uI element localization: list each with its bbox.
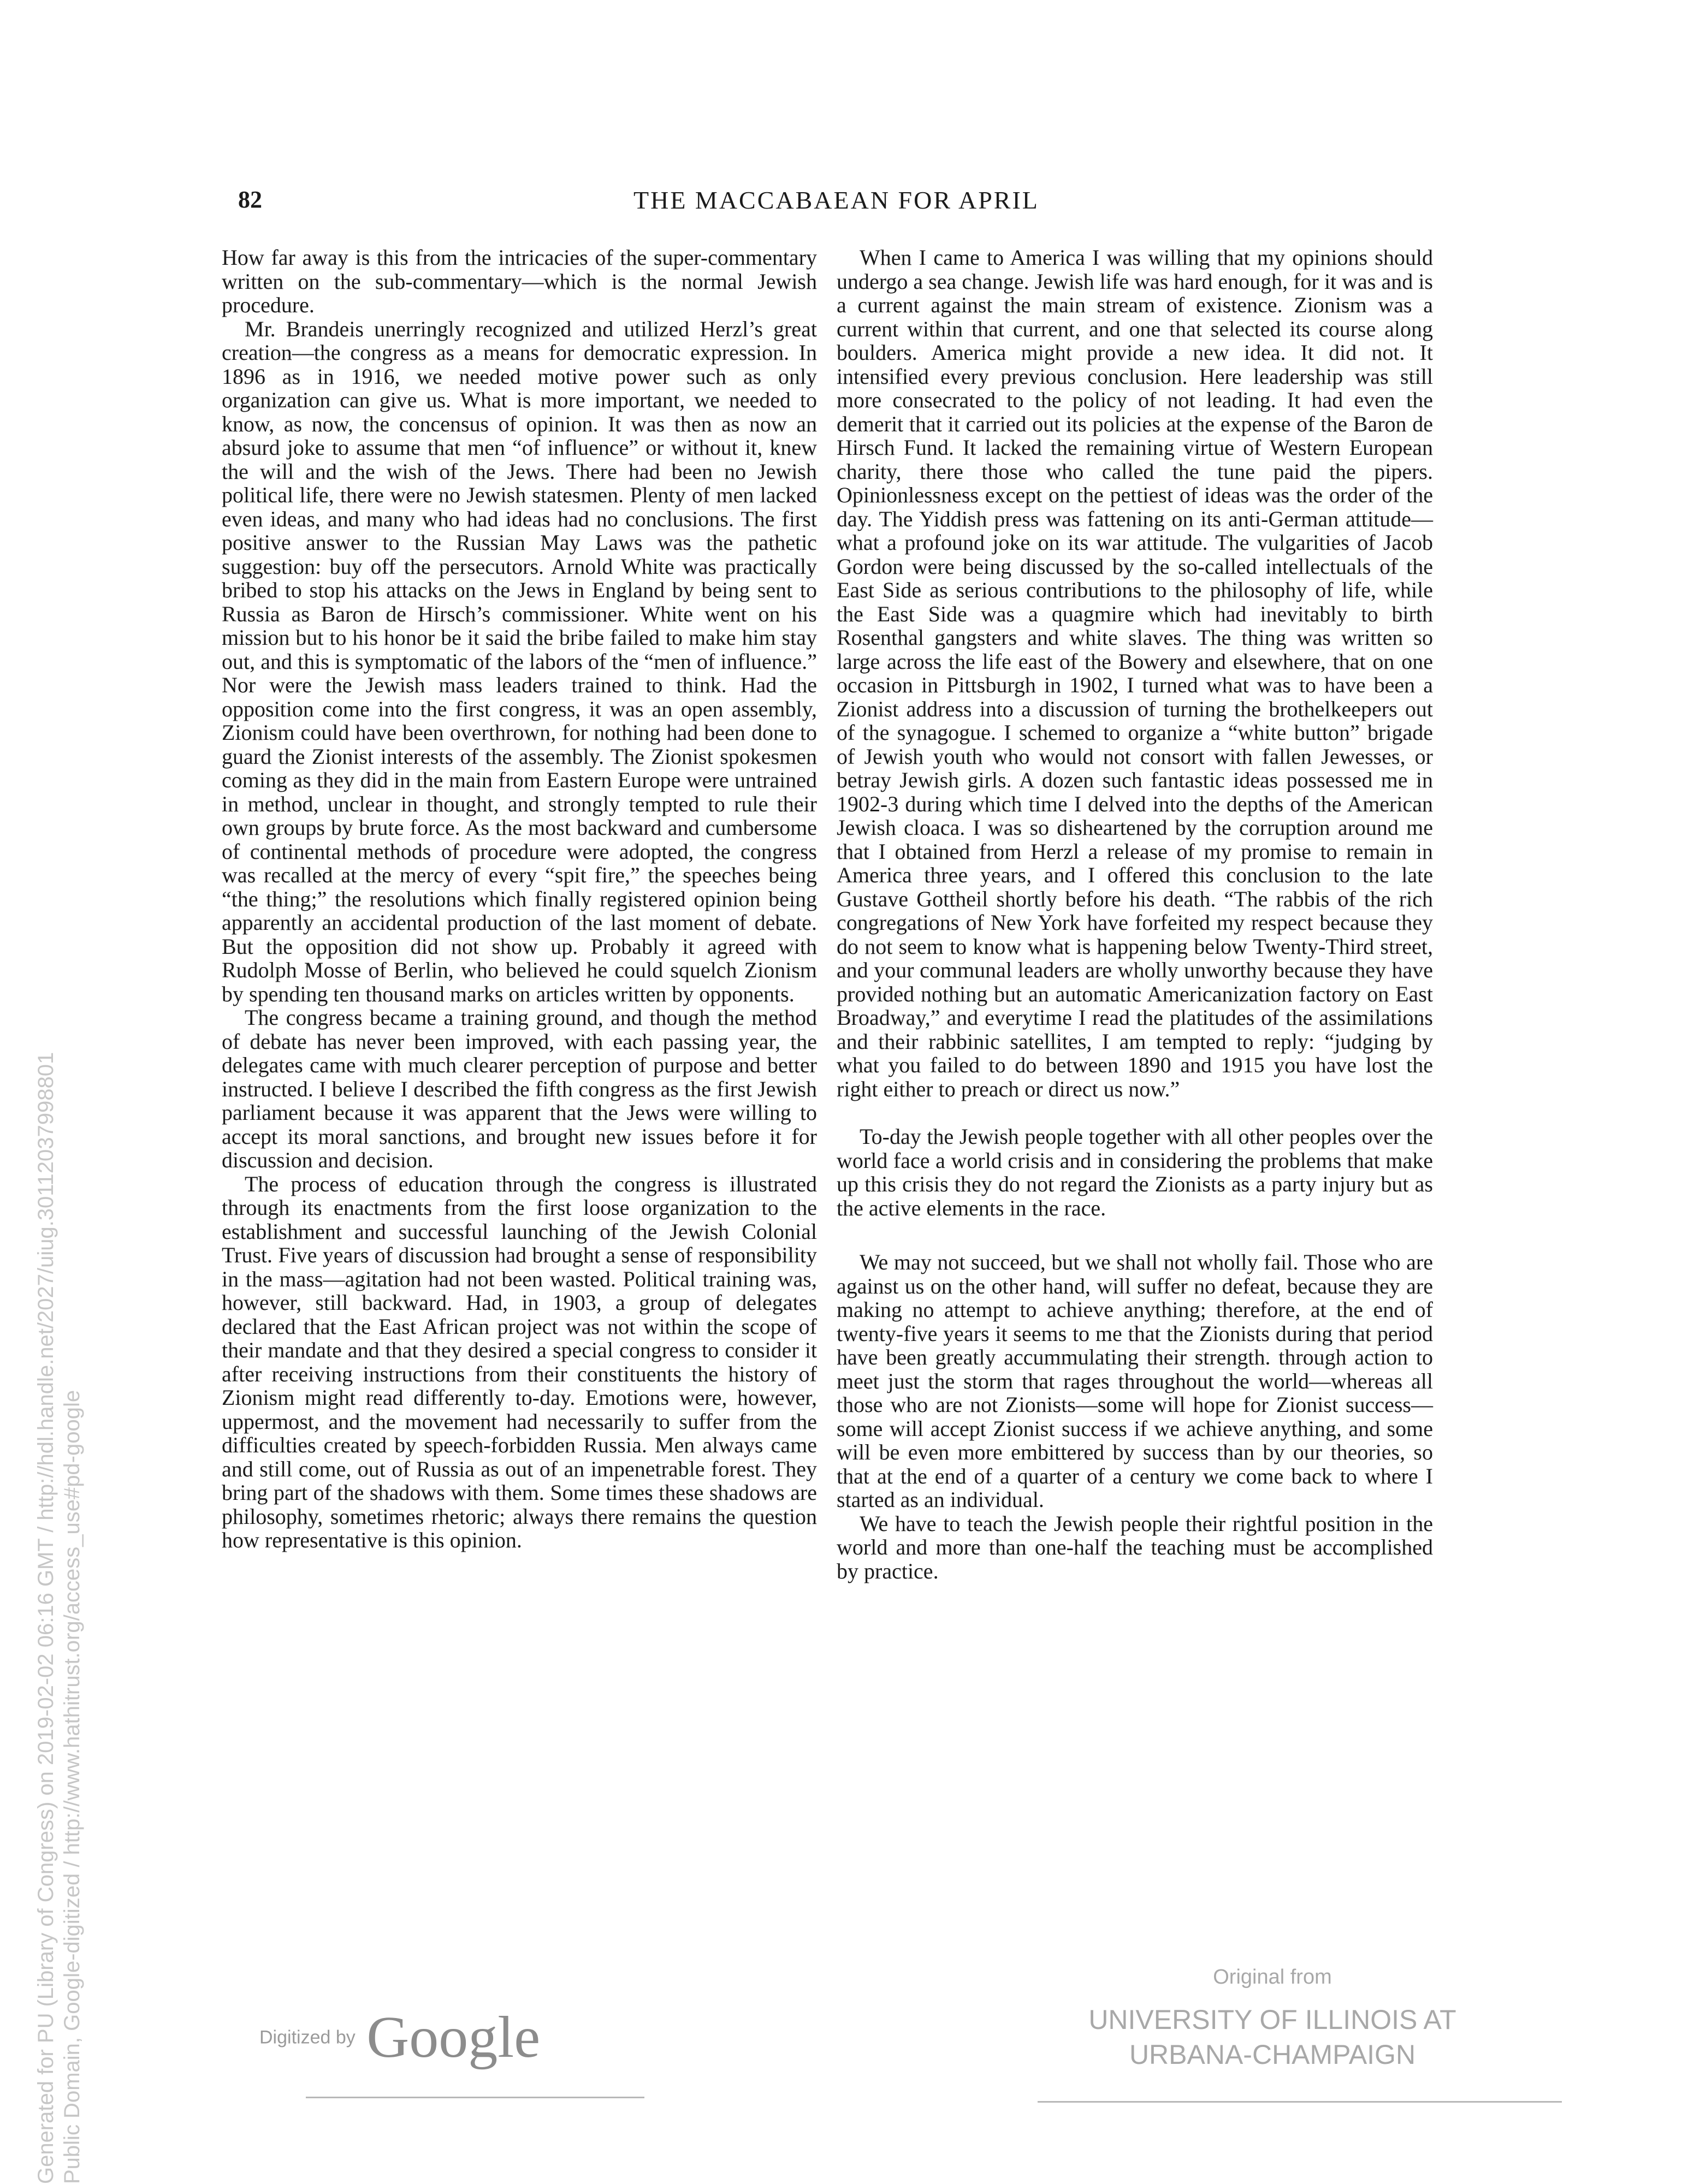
generation-stamp-line: Generated for PU (Library of Congress) on 2019-02-02 06:16 GMT / http://hdl.handle.net/2027/uiug.30112037998801 bbox=[34, 1052, 58, 2184]
google-logo: Google bbox=[366, 2005, 541, 2070]
digitized-by-label: Digitized by bbox=[259, 2027, 356, 2048]
paragraph: The process of education through the congress is illustrated through its enactments from the first loose organization to the establishment and successful launching of the Jewish Colonial Trust. Five years of discussion had brought a sense of responsibility in the mass—agitation had not been wasted. Political training was, however, still backward. Had, in 1903, a group of delegates declared that the East African project was not within the scope of their mandate and that they desired a special congress to consider it after receiving instructions from their constituents the history of Zionism might read differently to-day. Emotions were, however, uppermost, and the movement had necessarily to suffer from the difficulties created by speech-forbidden Russia. Men always came and still come, out of Russia as out of an impenetrable forest. They bring part of the shadows with them. Some times these shadows are philosophy, sometimes rhetoric; always there remains the question how representative is this opinion. bbox=[222, 1171, 817, 1552]
scan-rule-right bbox=[1038, 2101, 1562, 2103]
institution-location: URBANA-CHAMPAIGN bbox=[1129, 2039, 1416, 2070]
original-from-watermark bbox=[1027, 1966, 1518, 2072]
digitized-by-watermark bbox=[259, 2004, 540, 2072]
scan-rule-left bbox=[306, 2097, 644, 2098]
paragraph: Mr. Brandeis unerringly recognized and utilized Herzl’s great creation—the congress as a means for democratic expression. In 1896 as in 1916, we needed motive power such as only organization can give us. What is more important, we needed to know, as now, the concensus of opinion. It was then as now an absurd joke to assume that men “of influence” or without it, knew the will and the wish of the Jews. There had been no Jewish political life, there were no Jewish statesmen. Plenty of men lacked even ideas, and many who had ideas had no conclusions. The first positive answer to the Russian May Laws was the pathetic suggestion: buy off the persecutors. Arnold White was practically bribed to stop his attacks on the Jews in England by being sent to Russia as Baron de Hirsch’s commissioner. White went on his mission but to his honor be it said the bribe failed to make him stay out, and this is symptomatic of the labors of the “men of influence.” Nor were the Jewish mass leaders trained to think. Had the opposition come into the first congress, it was an open assembly, Zionism could have been overthrown, for nothing had been done to guard the Zionist interests of the assembly. The Zionist spokesmen coming as they did in the main from Eastern Europe were untrained in method, unclear in thought, and strongly tempted to rule their own groups by brute force. As the most backward and cumbersome of continental methods of procedure were adopted, the congress was recalled at the mercy of every “spit fire,” the speeches being “the thing;” the resolutions which finally registered opinion being apparently an accidental production of the last moment of debate. But the opposition did not show up. Probably it agreed with Rudolph Mosse of Berlin, who believed he could squelch Zionism by spending ten thousand marks on articles written by opponents. bbox=[222, 316, 817, 1006]
institution-name: UNIVERSITY OF ILLINOIS AT bbox=[1088, 2004, 1456, 2035]
paragraph: We have to teach the Jewish people their rightful position in the world and more than one-half the teaching must be accomplished by practice. bbox=[837, 1511, 1433, 1583]
running-title: THE MACCABAEAN FOR APRIL bbox=[633, 186, 1039, 214]
rights-stamp-line: Public Domain, Google-digitized / http://www.hathitrust.org/access_use#pd-google bbox=[60, 1390, 84, 2184]
paragraph: We may not succeed, but we shall not wholly fail. Those who are against us on the other hand, will suffer no defeat, because they are making no attempt to achieve anything; therefore, at the end of twenty-five years it seems to me that the Zionists during that period have been greatly accummulating their strength. through action to meet just the storm that rages throughout the world—whereas all those who are not Zionists—some will hope for Zionist success—some will accept Zionist success if we achieve anything, and some will be even more embittered by success than by our theories, so that at the end of a quarter of a century we come back to where I started as an individual. bbox=[837, 1250, 1433, 1512]
paragraph: How far away is this from the intricacies of the super-commentary written on the sub-commentary—which is the normal Jewish procedure. bbox=[222, 245, 817, 317]
original-from-label: Original from bbox=[1213, 1966, 1332, 1989]
left-column bbox=[222, 246, 817, 1552]
paragraph: When I came to America I was willing that my opinions should undergo a sea change. Jewish life was hard enough, for it was and is a current against the main stream of existence. Zionism was a current within that current, and one that selected its course along boulders. America might provide a new idea. It did not. It intensified every previous conclusion. Here leadership was still more consecrated to the policy of not leading. It had even the demerit that it carried out its policies at the expense of the Baron de Hirsch Fund. It lacked the remaining virtue of Western European charity, there those who called the tune paid the pipers. Opinionlessness except on the pettiest of ideas was the order of the day. The Yiddish press was fattening on its anti-German attitude—what a profound joke on its war attitude. The vulgarities of Jacob Gordon were being discussed by the so-called intellectuals of the East Side as serious contributions to the philosophy of life, while the East Side was a quagmire which had inevitably to birth Rosenthal gangsters and white slaves. The thing was written so large across the life east of the Bowery and elsewhere, that on one occasion in Pittsburgh in 1902, I turned what was to have been a Zionist address into a discussion of turning the brothelkeepers out of the synagogue. I schemed to organize a “white button” brigade of Jewish youth who would not consort with fallen Jewesses, or betray Jewish girls. A dozen such fantastic ideas possessed me in 1902-3 during which time I delved into the depths of the American Jewish cloaca. I was so disheartened by the corruption around me that I obtained from Herzl a release of my promise to remain in America three years, and I offered this conclusion to the late Gustave Gottheil shortly before his death. “The rabbis of the rich congregations of New York have forfeited my respect because they do not seem to know what is happening below Twenty-Third street, and your communal leaders are wholly unworthy because they have provided nothing but an automatic Americanization factory on East Broadway,” and everytime I read the platitudes of the assimilations and their rabbinic satellites, I am tempted to reply: “judging by what you failed to do between 1890 and 1915 you have lost the right either to preach or direct us now.” bbox=[837, 245, 1433, 1101]
right-column bbox=[837, 246, 1433, 1583]
generation-stamp bbox=[33, 1052, 85, 2184]
paragraph: To-day the Jewish people together with all other peoples over the world face a world crisis and in considering the problems that make up this crisis they do not regard the Zionists as a party injury but as the active elements in the race. bbox=[837, 1124, 1433, 1220]
page-number: 82 bbox=[238, 186, 262, 213]
paragraph: The congress became a training ground, and though the method of debate has never been improved, with each passing year, the delegates came with much clearer perception of purpose and better instructed. I believe I described the fifth congress as the first Jewish parliament because it was apparent that the Jews were willing to accept its moral sanctions, and brought new issues before it for discussion and decision. bbox=[222, 1005, 817, 1172]
